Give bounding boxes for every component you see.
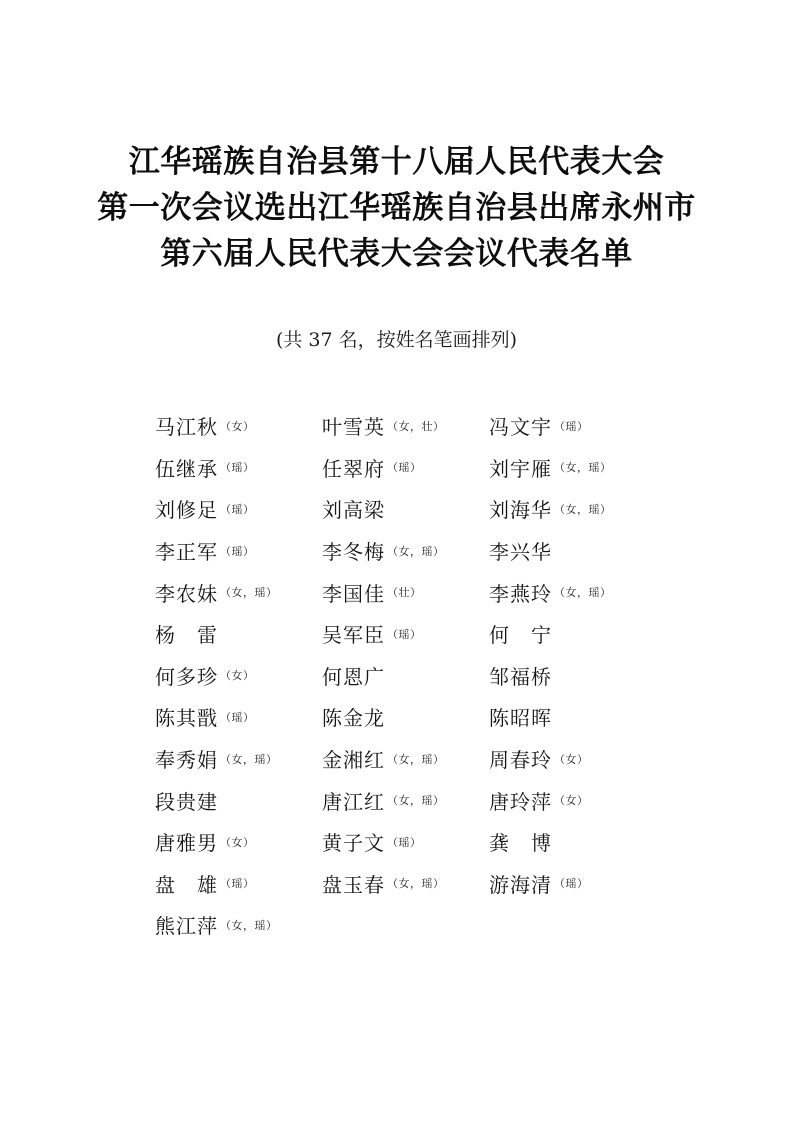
delegate-entry [322, 530, 489, 572]
delegate-entry [322, 447, 489, 489]
delegate-entry [322, 613, 489, 655]
delegate-name: 盘 雄 [155, 872, 218, 897]
title-line-2: 第一次会议选出江华瑶族自治县出席永州市 [97, 190, 696, 226]
delegate-entry [489, 738, 655, 780]
delegate-note: （瑶） [220, 461, 255, 475]
delegate-name: 陈其戬 [155, 706, 218, 731]
delegate-name: 周春玲 [489, 748, 552, 773]
delegate-name: 游海清 [489, 872, 552, 897]
delegate-name: 杨 雷 [155, 623, 218, 648]
document-title [0, 139, 793, 277]
delegate-note: （壮） [387, 586, 422, 600]
delegate-entry [322, 738, 489, 780]
delegate-entry [155, 447, 322, 489]
delegate-name: 陈金龙 [322, 706, 385, 731]
delegate-entry [322, 405, 489, 447]
delegate-name: 冯文宇 [489, 415, 552, 440]
delegate-name: 李燕玲 [489, 581, 552, 606]
delegate-note: （女，瑶） [220, 586, 278, 600]
delegate-note: （女，瑶） [220, 752, 278, 766]
delegate-entry [322, 696, 489, 738]
delegate-name: 龚 博 [489, 831, 552, 856]
delegate-entry [155, 530, 322, 572]
delegate-entry [489, 613, 655, 655]
delegate-name: 唐雅男 [155, 831, 218, 856]
delegate-entry [489, 655, 655, 697]
delegate-name: 伍继承 [155, 456, 218, 481]
delegate-entry [322, 488, 489, 530]
delegate-note: （瑶） [387, 461, 422, 475]
delegate-entry [155, 863, 322, 905]
delegate-entry [489, 530, 655, 572]
delegate-name: 盘玉春 [322, 872, 385, 897]
delegate-entry [155, 405, 322, 447]
delegate-name: 熊江萍 [155, 914, 218, 939]
delegate-note: （女，壮） [387, 419, 445, 433]
delegate-name: 叶雪英 [322, 415, 385, 440]
delegate-note: （瑶） [220, 710, 255, 724]
delegate-note: （女，瑶） [387, 544, 445, 558]
delegate-entry [489, 405, 655, 447]
delegate-note: （女，瑶） [554, 502, 612, 516]
delegate-note: （女，瑶） [387, 877, 445, 891]
delegate-name: 邹福桥 [489, 664, 552, 689]
delegate-note: （女） [220, 835, 255, 849]
delegate-name: 马江秋 [155, 415, 218, 440]
delegate-note: （瑶） [387, 627, 422, 641]
delegate-note: （女，瑶） [554, 461, 612, 475]
delegate-name: 刘高梁 [322, 498, 385, 523]
delegate-entry [489, 863, 655, 905]
delegate-entry [155, 488, 322, 530]
delegate-name: 何恩广 [322, 664, 385, 689]
delegate-note: （女） [220, 669, 255, 683]
delegate-note: （女，瑶） [387, 752, 445, 766]
delegate-note: （瑶） [554, 419, 589, 433]
delegate-name: 唐江红 [322, 789, 385, 814]
delegate-name: 黄子文 [322, 831, 385, 856]
delegate-entry [155, 613, 322, 655]
delegate-entry [155, 821, 322, 863]
delegate-name: 金湘红 [322, 748, 385, 773]
title-line-3: 第六届人民代表大会会议代表名单 [160, 236, 633, 272]
delegate-name: 刘海华 [489, 498, 552, 523]
delegate-name: 李冬梅 [322, 540, 385, 565]
delegate-entry [322, 571, 489, 613]
delegate-entry [489, 696, 655, 738]
delegate-name: 陈昭晖 [489, 706, 552, 731]
delegate-entry [155, 696, 322, 738]
delegate-entry [155, 738, 322, 780]
delegate-entry [155, 904, 322, 946]
delegate-name: 任翠府 [322, 456, 385, 481]
delegate-name: 奉秀娟 [155, 748, 218, 773]
delegate-entry [322, 779, 489, 821]
delegate-name: 段贵建 [155, 789, 218, 814]
delegate-note: （瑶） [220, 877, 255, 891]
delegate-entry [155, 571, 322, 613]
delegate-entry [489, 821, 655, 863]
delegate-entry [322, 863, 489, 905]
delegate-entry [489, 571, 655, 613]
delegate-name: 李国佳 [322, 581, 385, 606]
delegate-entry [489, 779, 655, 821]
delegate-entry [155, 655, 322, 697]
delegate-note: （女） [220, 419, 255, 433]
delegate-name: 唐玲萍 [489, 789, 552, 814]
delegate-note: （瑶） [220, 544, 255, 558]
delegate-name: 何 宁 [489, 623, 552, 648]
delegate-note: （瑶） [554, 877, 589, 891]
delegate-entry [322, 821, 489, 863]
title-line-1: 江华瑶族自治县第十八届人民代表大会 [128, 144, 665, 180]
delegate-note: （女，瑶） [554, 586, 612, 600]
delegate-name: 吴军臣 [322, 623, 385, 648]
delegate-entry [322, 655, 489, 697]
delegate-note: （瑶） [220, 502, 255, 516]
delegate-name-list [155, 405, 655, 946]
delegate-note: （瑶） [387, 835, 422, 849]
delegate-name: 刘宇雁 [489, 456, 552, 481]
subtitle-count-note: (共 37 名，按姓名笔画排列) [275, 329, 518, 351]
delegate-entry [489, 447, 655, 489]
delegate-name: 李兴华 [489, 540, 552, 565]
delegate-entry [155, 779, 322, 821]
delegate-note: （女） [554, 794, 589, 808]
delegate-name: 何多珍 [155, 664, 218, 689]
delegate-name: 李正军 [155, 540, 218, 565]
delegate-entry [489, 488, 655, 530]
delegate-name: 李农妹 [155, 581, 218, 606]
delegate-note: （女） [554, 752, 589, 766]
delegate-note: （女，瑶） [220, 918, 278, 932]
delegate-name: 刘修足 [155, 498, 218, 523]
delegate-note: （女，瑶） [387, 794, 445, 808]
